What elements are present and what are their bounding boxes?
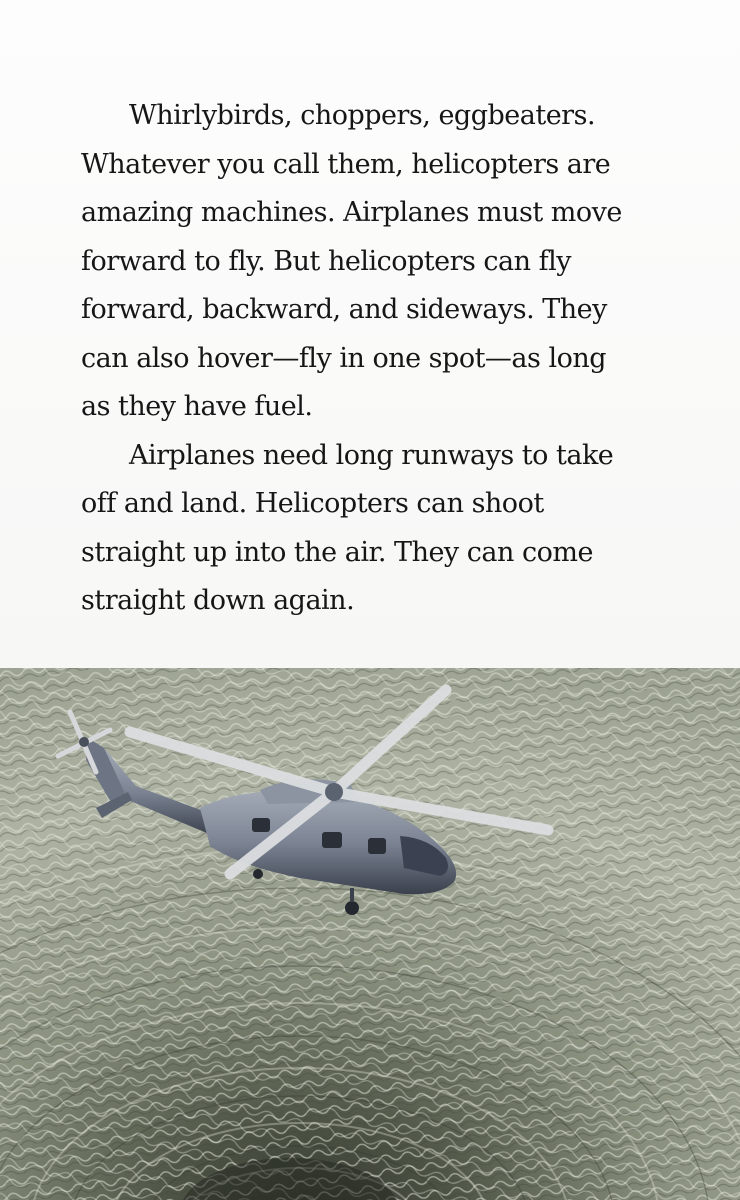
window [322,832,342,848]
helicopter-photo [0,668,740,1200]
text-line: as they have fuel. [81,391,313,422]
text-line: Whatever you call them, helicopters are [81,148,611,180]
landing-wheel [253,869,263,879]
text-line: Whirlybirds, choppers, eggbeaters. [129,100,596,131]
paragraph-2 [81,432,681,626]
window [368,838,386,854]
rotor-hub [325,783,343,801]
photo-illustration [0,668,740,1200]
text-line: Airplanes need long runways to take [129,439,614,471]
text-line: forward, backward, and sideways. They [81,294,607,325]
text-line: off and land. Helicopters can shoot [81,488,544,519]
window [252,818,270,832]
landing-wheel [345,901,359,915]
text-line: forward to fly. But helicopters can fly [81,245,571,277]
paragraph-1 [81,92,681,432]
body-text [81,92,681,626]
text-line: amazing machines. Airplanes must move [81,197,622,228]
water-ripples-light [0,668,740,1200]
text-line: straight up into the air. They can come [81,536,593,568]
text-line: can also hover—fly in one spot—as long [81,342,607,374]
text-line: straight down again. [81,585,355,616]
